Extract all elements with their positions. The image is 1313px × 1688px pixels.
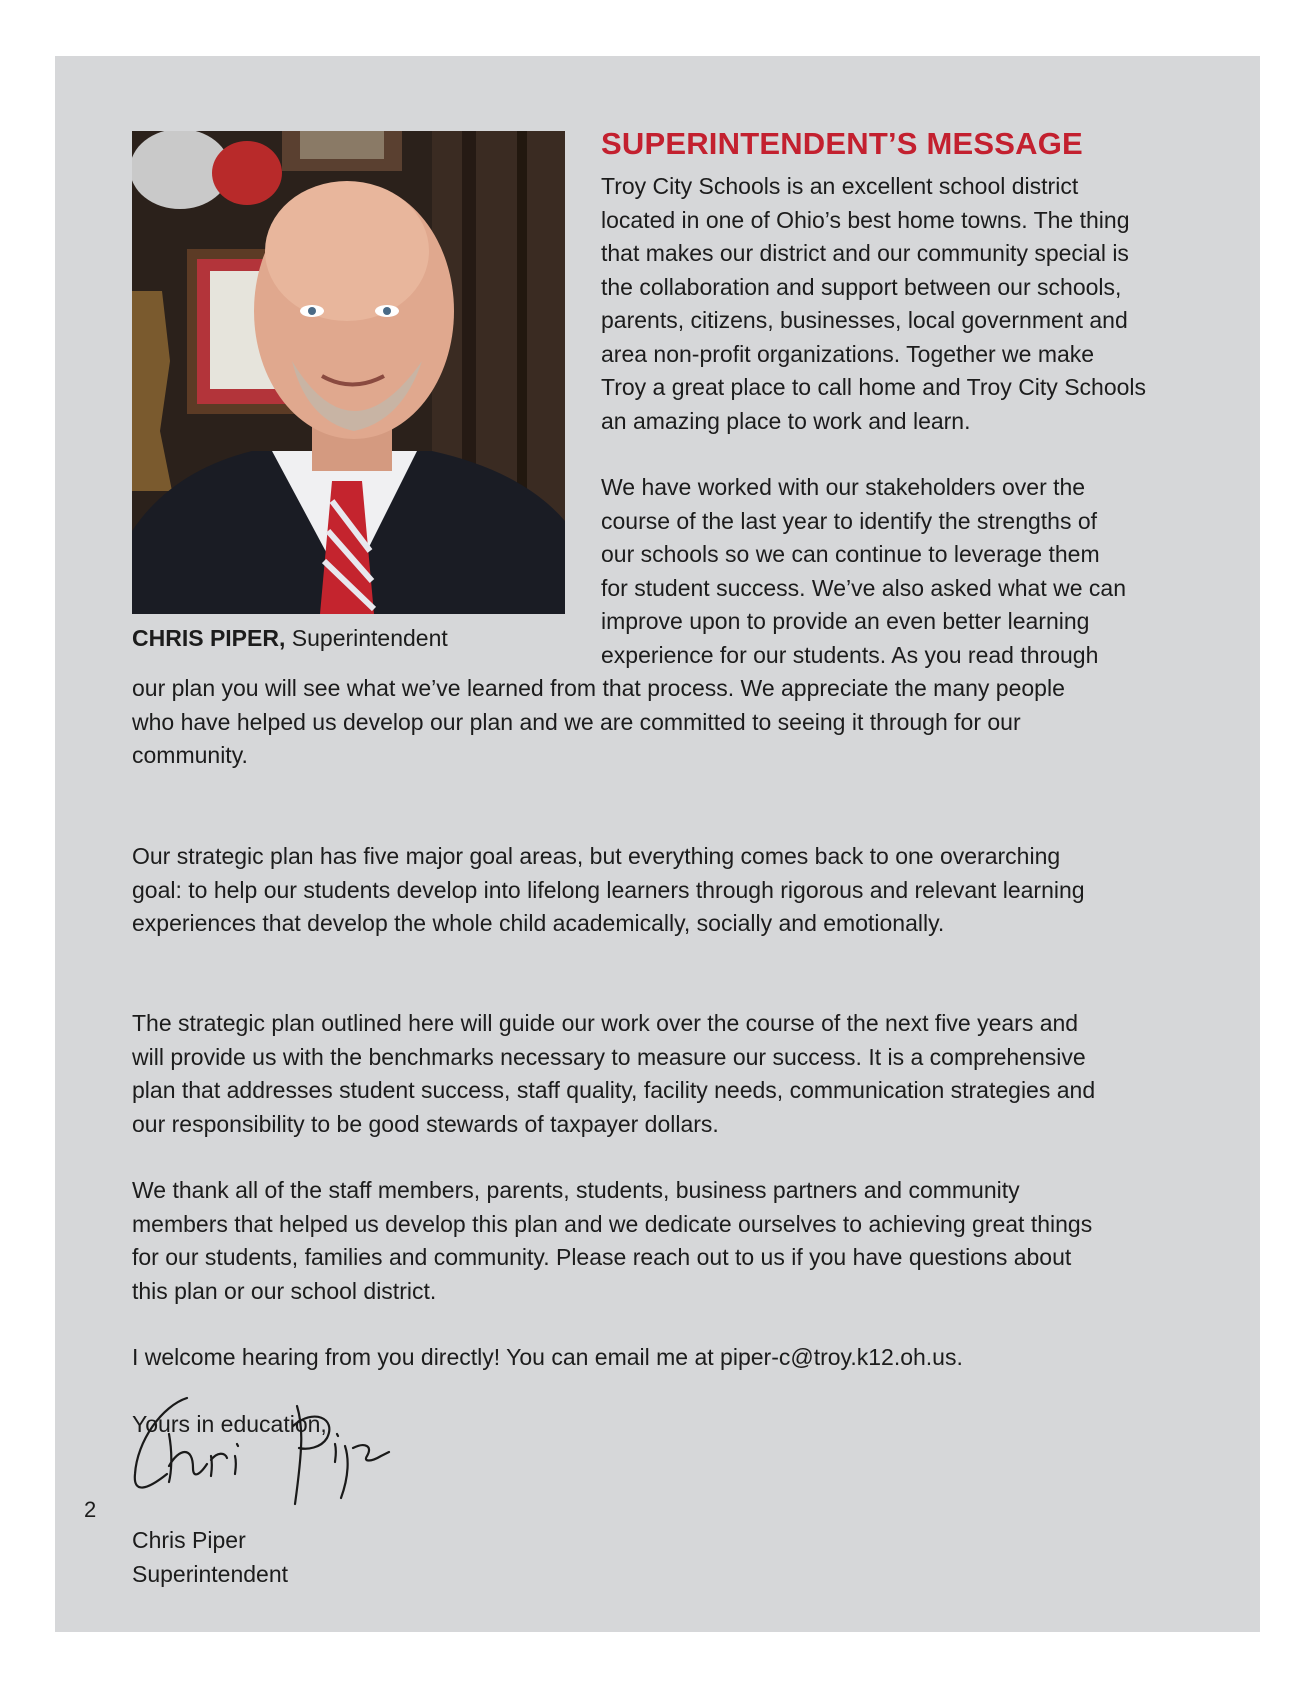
text-line: We thank all of the staff members, parents, students, business partners and community (132, 1177, 1020, 1203)
signature-block (132, 1524, 288, 1591)
paragraph-stakeholders-cont (132, 672, 1065, 773)
caption-name: CHRIS PIPER, (132, 625, 286, 651)
text-line: our plan you will see what we’ve learned from that process. We appreciate the many people (132, 675, 1065, 701)
text-line: The strategic plan outlined here will guide our work over the course of the next five years and (132, 1010, 1079, 1036)
page-number: 2 (84, 1497, 97, 1522)
text-line: this plan or our school district. (132, 1277, 437, 1304)
text-line: I welcome hearing from you directly! You can email me at piper-c@troy.k12.oh.us. (132, 1344, 963, 1370)
text-line: located in one of Ohio’s best home towns. The thing (601, 206, 1130, 233)
text-line: who have helped us develop our plan and we are committed to seeing it through for our (132, 708, 1021, 735)
photo-caption (132, 623, 448, 653)
paragraph-stakeholders (601, 471, 1126, 672)
text-line: improve upon to provide an even better learning (601, 608, 1090, 634)
superintendent-photo (132, 131, 565, 614)
paragraph-thanks (132, 1174, 1092, 1308)
text-line: Yours in education, (132, 1411, 327, 1437)
text-line: our schools so we can continue to leverage them (601, 541, 1100, 567)
paragraph-email (132, 1341, 963, 1375)
paragraph-strategic-plan (132, 1007, 1095, 1141)
paragraph-goals (132, 840, 1085, 941)
signer-title: Superintendent (132, 1560, 289, 1587)
text-line: members that helped us develop this plan and we dedicate ourselves to achieving great things (132, 1210, 1093, 1237)
text-line: experiences that develop the whole child academically, socially and emotionally. (132, 910, 945, 936)
text-line: for our students, families and community. Please reach out to us if you have questions about (132, 1244, 1072, 1270)
text-line: will provide us with the benchmarks necessary to measure our success. It is a comprehensive (132, 1043, 1086, 1070)
text-line: goal: to help our students develop into lifelong learners through rigorous and relevant learning (132, 876, 1085, 903)
caption-role: Superintendent (285, 625, 448, 651)
text-line: Troy City Schools is an excellent school district (601, 173, 1079, 199)
text-line: We have worked with our stakeholders over the (601, 474, 1086, 500)
text-line: parents, citizens, businesses, local government and (601, 307, 1128, 333)
text-line: plan that addresses student success, staff quality, facility needs, communication strategies and (132, 1077, 1096, 1103)
text-line: the collaboration and support between our schools, (601, 273, 1122, 300)
text-line: Our strategic plan has five major goal areas, but everything comes back to one overarching (132, 843, 1061, 869)
text-line: an amazing place to work and learn. (601, 407, 971, 434)
page-title: SUPERINTENDENT’S MESSAGE (601, 126, 1083, 161)
page-panel (55, 56, 1260, 1632)
text-line: experience for our students. As you read through (601, 641, 1099, 668)
paragraph-intro (601, 170, 1146, 438)
signature-image (127, 1386, 427, 1511)
text-line: for student success. We’ve also asked what we can (601, 574, 1127, 601)
text-line: area non-profit organizations. Together we make (601, 340, 1095, 367)
text-line: course of the last year to identify the strengths of (601, 507, 1098, 534)
text-line: Troy a great place to call home and Troy City Schools (601, 374, 1147, 400)
text-line: that makes our district and our community special is (601, 240, 1129, 266)
text-line: community. (132, 742, 248, 768)
text-line: our responsibility to be good stewards of taxpayer dollars. (132, 1110, 719, 1137)
signer-name: Chris Piper (132, 1527, 246, 1553)
